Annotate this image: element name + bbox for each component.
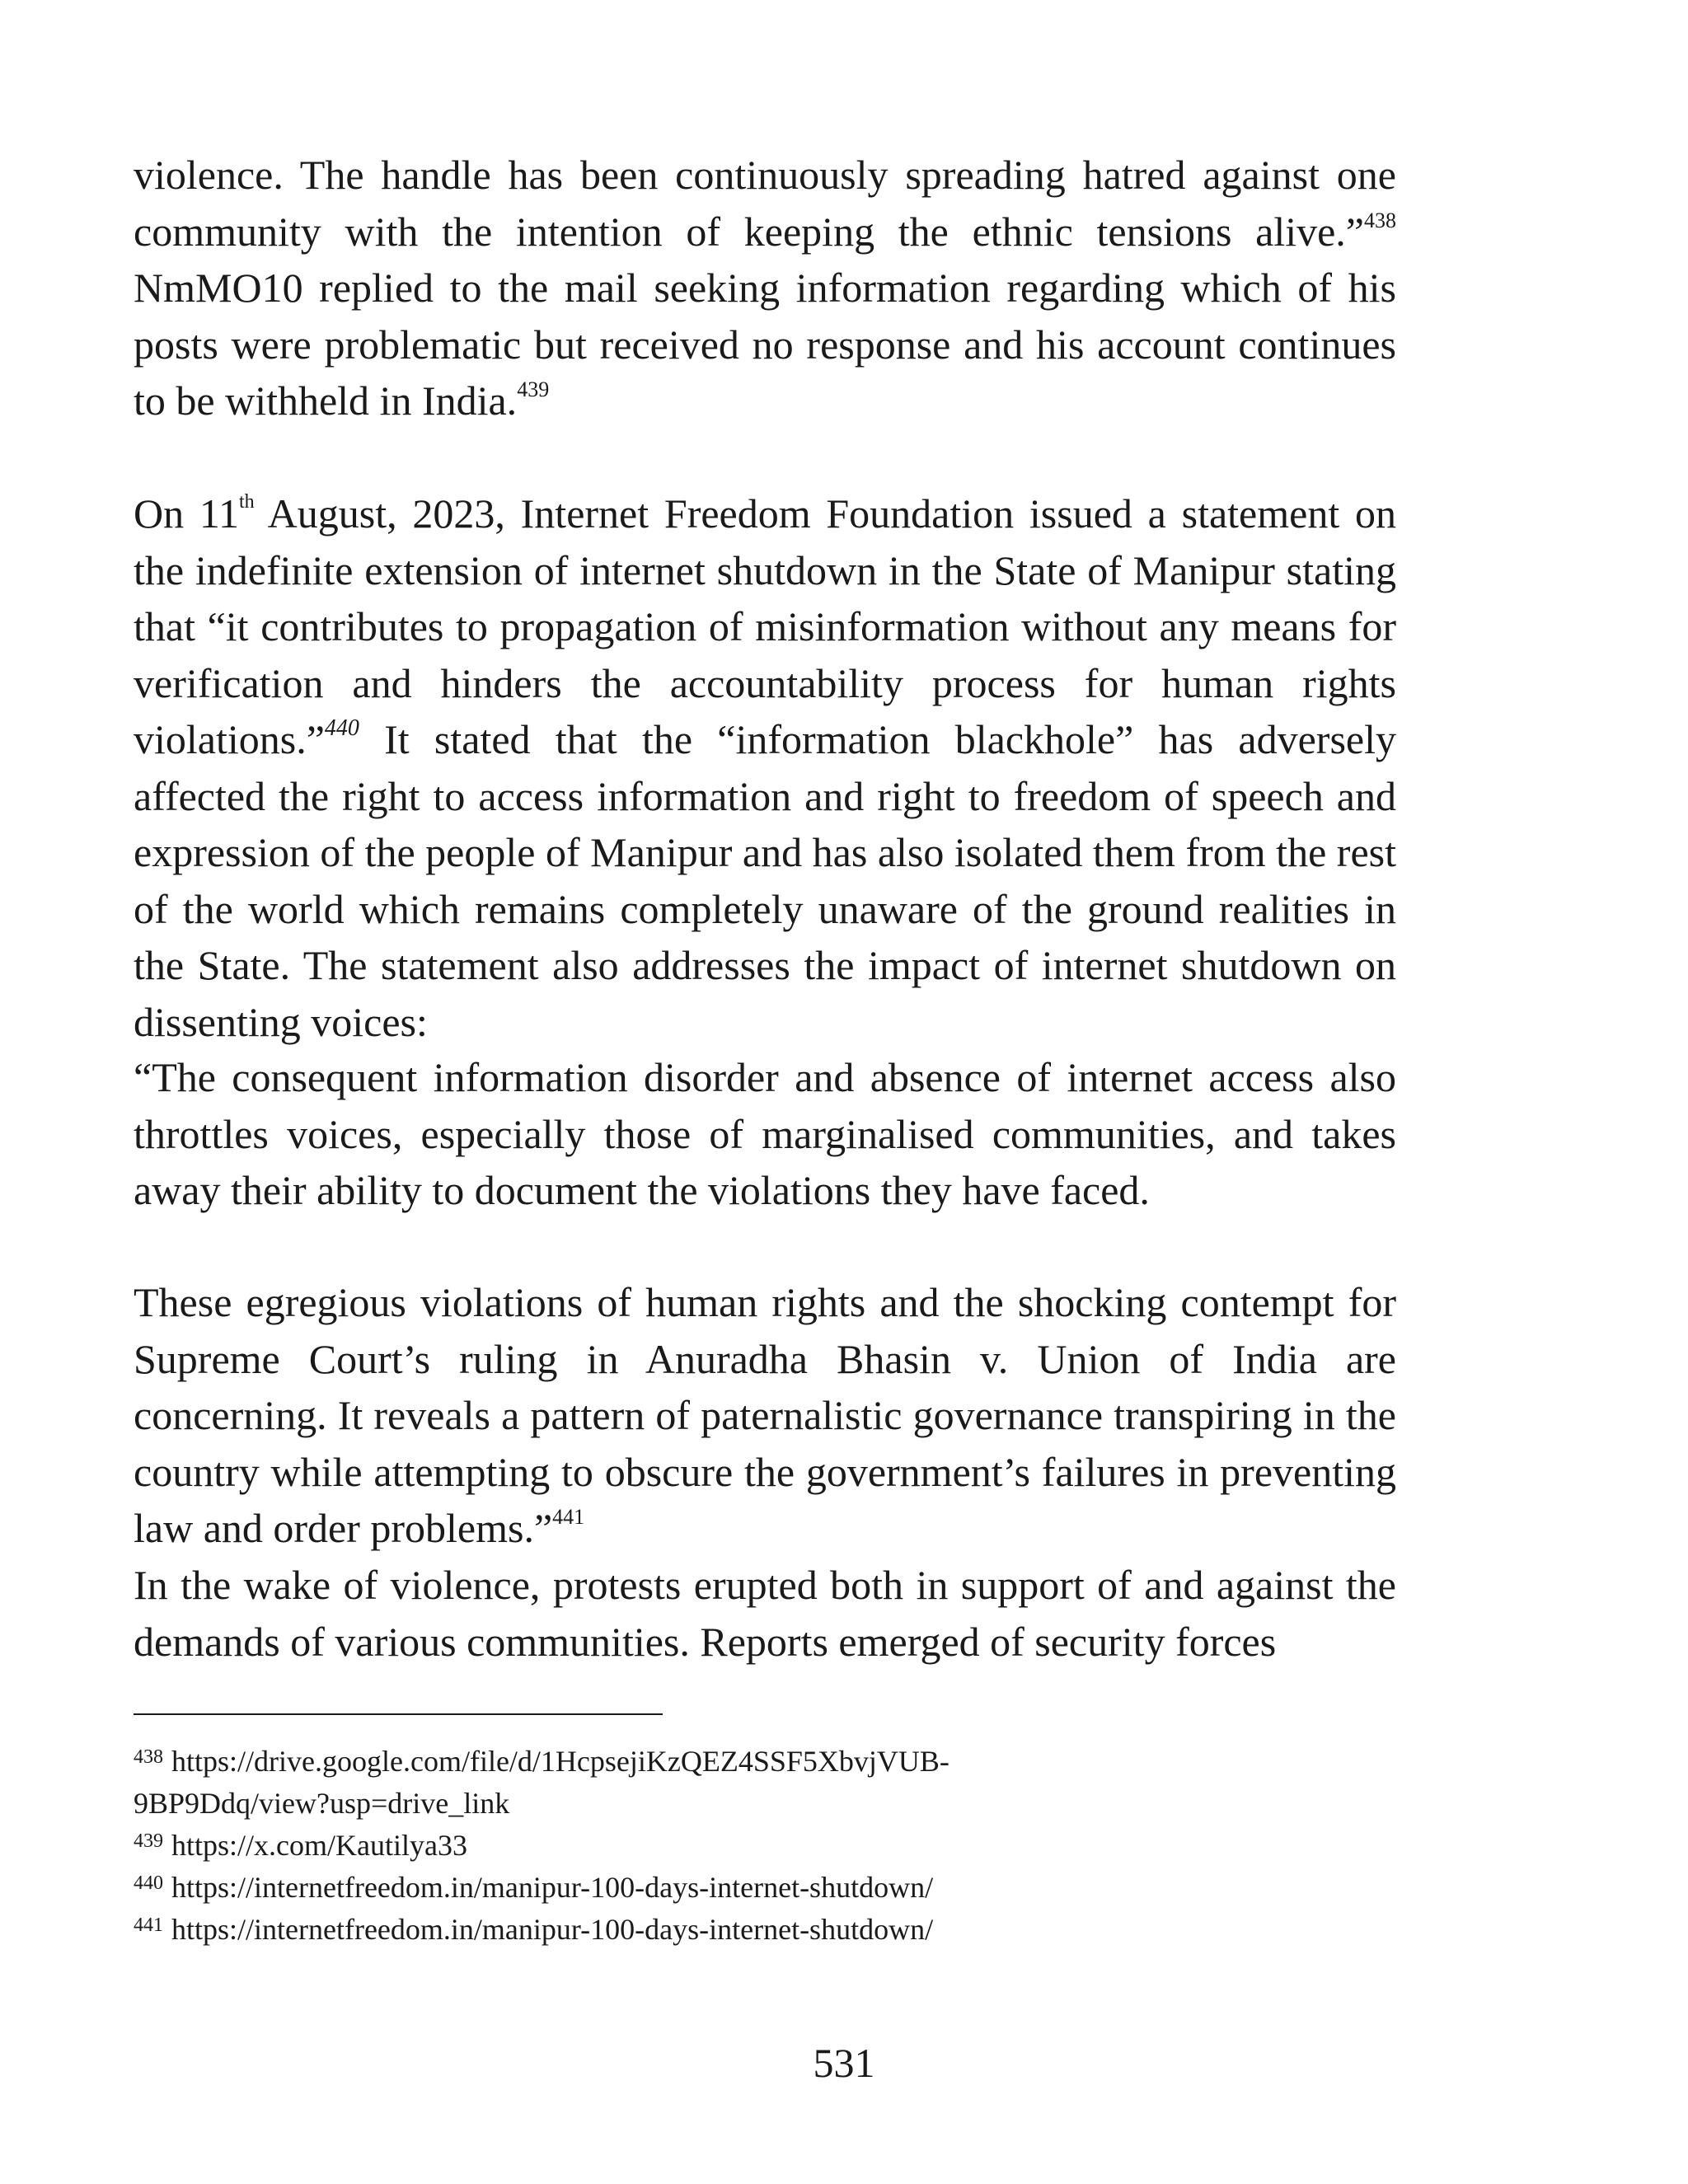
paragraph-5-text: In the wake of violence, protests erupted both in support of and against the demands of various communities. Reports emerged of security forces — [134, 1562, 1396, 1665]
footnote-number: 440 — [134, 1872, 163, 1894]
footnote-438 — [134, 1741, 1396, 1783]
footnote-441 — [134, 1909, 1396, 1951]
paragraph-2-text-b: August, 2023, Internet Freedom Foundation issued a statement on the indefinite extension of internet shutdown in the State of Manipur stating that “it contributes to propagation of misinformation without any means for verification and hinders the accountability process for human rights violations.” — [134, 490, 1396, 762]
paragraph-3-quote — [134, 1049, 1396, 1219]
footnote-440 — [134, 1867, 1396, 1909]
paragraph-1-text-b: NmMO10 replied to the mail seeking information regarding which of his posts were problematic but received no response and his account continues to be withheld in India. — [134, 265, 1396, 424]
footnotes — [134, 1741, 1396, 1951]
footnote-ref-438[interactable]: 438 — [1364, 208, 1396, 232]
footnote-link[interactable]: https://drive.google.com/file/d/1HcpsejiKzQEZ4SSF5XbvjVUB- — [171, 1745, 950, 1778]
footnote-438-continuation — [134, 1783, 1396, 1825]
paragraph-5 — [134, 1557, 1396, 1670]
footnote-link[interactable]: https://internetfreedom.in/manipur-100-days-internet-shutdown/ — [171, 1871, 934, 1904]
footnote-separator — [134, 1713, 663, 1715]
paragraph-2-text-a: On 11 — [134, 490, 240, 537]
footnote-number: 438 — [134, 1746, 163, 1768]
paragraph-1 — [134, 147, 1396, 429]
footnote-link[interactable]: https://x.com/Kautilya33 — [171, 1829, 467, 1862]
footnote-439 — [134, 1825, 1396, 1867]
footnote-link-continuation[interactable]: 9BP9Ddq/view?usp=drive_link — [134, 1787, 510, 1820]
footnote-ref-439[interactable]: 439 — [517, 377, 550, 401]
footnote-number: 439 — [134, 1830, 163, 1852]
paragraph-4-text: These egregious violations of human rights and the shocking contempt for Supreme Court’s ruling in Anuradha Bhasin v. Union of India are concerning. It reveals a pattern of paternalistic governance transpiring in the country while attempting to obscure the government’s failures in preventing law and order problems.” — [134, 1279, 1396, 1551]
footnote-link[interactable]: https://internetfreedom.in/manipur-100-days-internet-shutdown/ — [171, 1913, 934, 1946]
paragraph-2 — [134, 485, 1396, 1050]
paragraph-2-text-c: It stated that the “information blackhole” has adversely affected the right to access information and right to freedom of speech and expression of the people of Manipur and has also isolated them from the rest of the world which remains completely unaware of the ground realities in the State. The statement also addresses the impact of internet shutdown on dissenting voices: — [134, 716, 1396, 1045]
footnote-ref-440[interactable]: 440 — [324, 715, 359, 741]
page-number: 531 — [813, 2040, 875, 2086]
paragraph-3-text: “The consequent information disorder and absence of internet access also throttles voices, especially those of marginalised communities, and takes away their ability to document the violations they have faced. — [134, 1054, 1396, 1213]
paragraph-1-text-a: violence. The handle has been continuously spreading hatred against one community with the intention of keeping the ethnic tensions alive.” — [134, 152, 1396, 255]
footnote-ref-441[interactable]: 441 — [552, 1505, 585, 1529]
ordinal-suffix: th — [239, 491, 255, 513]
paragraph-4 — [134, 1274, 1396, 1557]
footnote-number: 441 — [134, 1915, 163, 1936]
